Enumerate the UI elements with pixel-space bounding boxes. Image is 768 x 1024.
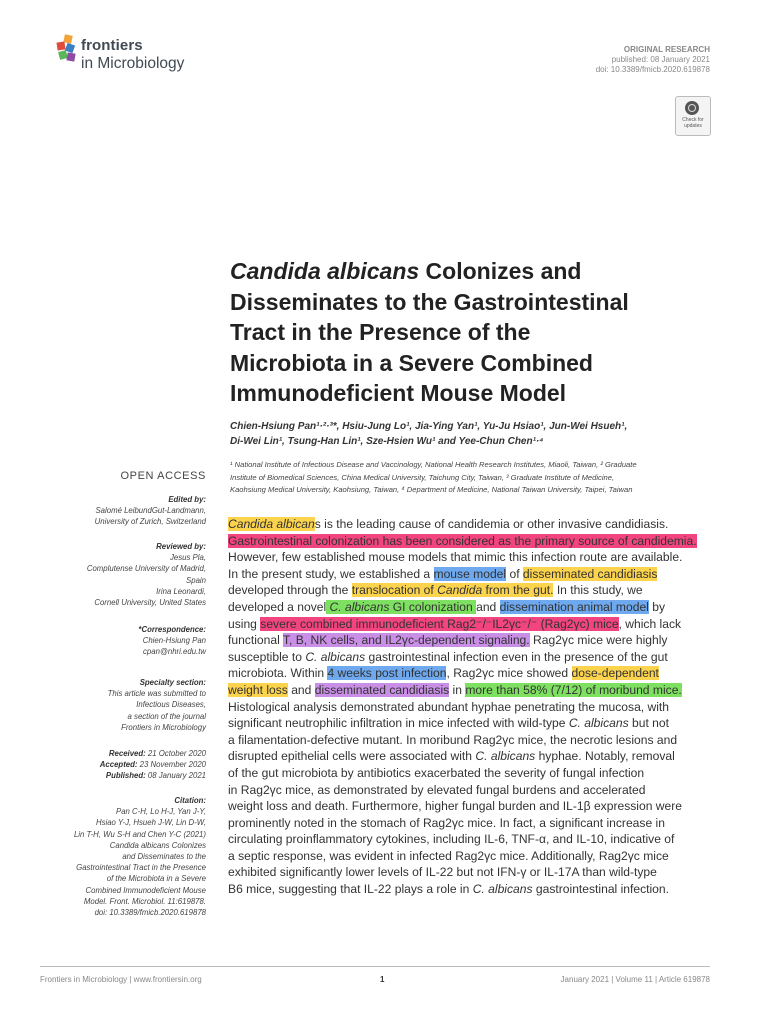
- journal-logo: [55, 33, 235, 83]
- abstract: Candida albicans is the leading cause of candidemia or other invasive candidiasis. Gastrointestinal colonization has been considered as the primary source of candidemia. However, few established mouse models that mimic this infection route are available. In the present study, we established a mouse model of disseminated candidiasis developed through the translocation of Candida from the gut. In this study, we developed a novel C. albicans GI colonization and dissemination animal model by using severe combined immunodeficient Rag2⁻/⁻IL2γc⁻/⁻ (Rag2γc) mice, which lack functional T, B, NK cells, and IL2γc-dependent signaling. Rag2γc mice were highly susceptible to C. albicans gastrointestinal infection even in the presence of the gut microbiota. Within 4 weeks post infection, Rag2γc mice showed dose-dependent weight loss and disseminated candidiasis in more than 58% (7/12) of moribund mice. Histological analysis demonstrated abundant hyphae penetrating the mucosa, with significant neutrophilic infiltration in mice infected with wild-type C. albicans but not a filamentation-defective mutant. In moribund Rag2γc mice, the necrotic lesions and disrupted epithelial cells were associated with C. albicans hyphae. Notably, removal of the gut microbiota by antibiotics exacerbated the severity of fungal infection in Rag2γc mice, as demonstrated by elevated fungal burdens and accelerated weight loss and death. Furthermore, higher fungal burden and IL-1β expression were prominently noted in the stomach of Rag2γc mice. In fact, a significant increase in circulating proinflammatory cytokines, including IL-6, TNF-α, and IL-10, indicative of a septic response, was evident in infected Rag2γc mice. Additionally, Rag2γc mice exhibited significantly lower levels of IL-22 but not IFN-γ or IL-17A than wild-type B6 mice, suggesting that IL-22 plays a role in C. albicans gastrointestinal infection.: [228, 517, 697, 897]
- edited-by-section: Edited by: Salomé LeibundGut-Landmann, University of Zurich, Switzerland: [94, 495, 206, 527]
- correspondence-section: *Correspondence: Chien-Hsiung Pan cpan@nhri.edu.tw: [40, 624, 206, 658]
- published-date: published: 08 January 2021: [611, 55, 710, 64]
- highlight-red: Gastrointestinal colonization has been considered as the primary source of candidemia.: [228, 533, 697, 548]
- journal-brand: frontiers: [81, 37, 143, 54]
- specialty-section: Specialty section: This article was submitted to Infectious Diseases, a section of the journal Frontiers in Microbiology: [107, 678, 206, 732]
- footer-divider: [40, 966, 710, 967]
- reviewed-by-section: Reviewed by: Jesus Pla, Complutense University of Madrid, Spain Irina Leonardi, Cornell University, United States: [86, 542, 206, 608]
- footer-volume-info: January 2021 | Volume 11 | Article 619878: [560, 975, 710, 984]
- check-updates-label: Check for updates: [682, 117, 704, 129]
- affiliations: ¹ National Institute of Infectious Disease and Vaccinology, National Health Research Institutes, Miaoli, Taiwan, ² Graduate Institute of Biomedical Sciences, China Medical University, Taichung City, Taiwan, ³ Graduate Institute of Medicine, Kaohsiung Medical University, Kaohsiung, Taiwan, ⁴ Department of Medicine, National Taiwan University, Taipei, Taiwan: [230, 460, 637, 494]
- author-list: Chien-Hsiung Pan¹·²·³*, Hsiu-Jung Lo¹, Jia-Ying Yan¹, Yu-Ju Hsiao¹, Jun-Wei Hsueh¹, Di-Wei Lin¹, Tsung-Han Lin¹, Sze-Hsien Wu¹ and Yee-Chun Chen¹·⁴: [230, 421, 628, 447]
- footer-journal-link[interactable]: Frontiers in Microbiology | www.frontiersin.org: [40, 975, 202, 984]
- correspondence-email[interactable]: cpan@nhri.edu.tw: [143, 647, 206, 657]
- frontiers-logo-icon: [55, 33, 81, 63]
- article-type: ORIGINAL RESEARCH: [623, 45, 710, 54]
- check-for-updates-button[interactable]: [675, 96, 711, 136]
- dates-section: Received: 21 October 2020 Accepted: 23 November 2020 Published: 08 January 2021: [99, 749, 206, 781]
- article-title: Candida albicans Colonizes and Disseminates to the Gastrointestinal Tract in the Presence of the Microbiota in a Severe Combined Immunodeficient Mouse Model: [230, 258, 629, 406]
- journal-name: in Microbiology: [81, 55, 185, 72]
- page-number: 1: [380, 975, 385, 984]
- title-italic: Candida albicans: [230, 258, 420, 284]
- doi[interactable]: doi: 10.3389/fmicb.2020.619878: [595, 65, 710, 74]
- citation-section: Citation: Pan C-H, Lo H-J, Yan J-Y, Hsiao Y-J, Hsueh J-W, Lin D-W, Lin T-H, Wu S-H and Chen Y-C (2021) Candida albicans Colonizes and Disseminates to the Gastrointestinal Tract in the Presence of the Microbiota in a Severe Combined Immunodeficient Mouse Model. Front. Microbiol. 11:619878. doi: 10.3389/fmicb.2020.619878: [73, 796, 206, 918]
- open-access-label: OPEN ACCESS: [120, 470, 206, 482]
- article-meta: [596, 45, 710, 75]
